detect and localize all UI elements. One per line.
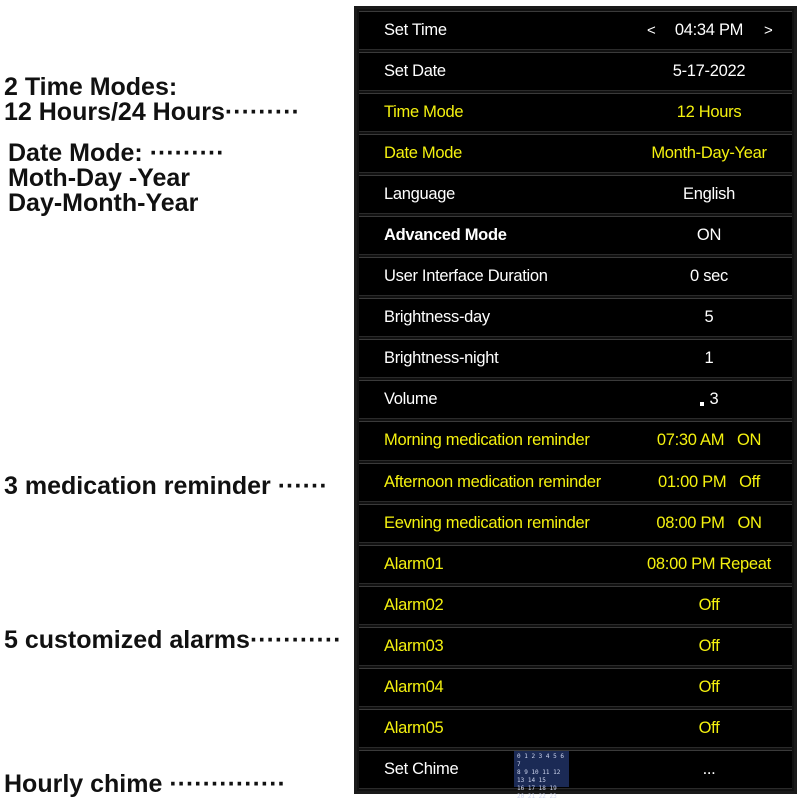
setting-row-alarm02[interactable]	[359, 586, 792, 625]
setting-label: Set Date	[384, 62, 446, 81]
annotation-alarms-text: 5 customized alarms	[4, 626, 250, 654]
setting-row-date-mode[interactable]	[359, 134, 792, 173]
setting-value: English	[682, 185, 736, 204]
leader-dots: ·········	[224, 98, 300, 126]
setting-row-alarm05[interactable]	[359, 709, 792, 748]
setting-label: Alarm05	[384, 718, 444, 737]
chevron-left-icon[interactable]: <	[647, 22, 656, 40]
chime-hours-line: 8 9 10 11 12 13 14 15	[517, 768, 561, 784]
setting-label: Eevning medication reminder	[384, 513, 590, 532]
setting-row-set-time[interactable]	[359, 11, 792, 50]
setting-label: Alarm02	[384, 595, 444, 614]
setting-label: Set Time	[384, 21, 447, 40]
chime-hours-thumbnail	[514, 751, 569, 800]
annotation-time-modes-text: 12 Hours/24 Hours	[4, 98, 225, 126]
setting-row-language[interactable]	[359, 175, 792, 214]
setting-value: 07:30 AM ON	[656, 431, 762, 450]
setting-label: Brightness-night	[384, 349, 499, 368]
setting-value: ...	[702, 759, 716, 778]
setting-value: 5	[704, 308, 714, 327]
annotation-date-mode-option2: Day-Month-Year	[8, 189, 199, 217]
setting-value: 04:34 PM	[674, 21, 744, 40]
setting-row-set-date[interactable]	[359, 52, 792, 91]
setting-label: Brightness-day	[384, 308, 490, 327]
setting-label: Time Mode	[384, 103, 464, 122]
setting-row-alarm04[interactable]	[359, 668, 792, 707]
volume-level-marker	[700, 402, 704, 406]
setting-value: Off	[698, 595, 720, 614]
annotation-date-mode-text: Date Mode:	[8, 139, 143, 167]
setting-value: 0 sec	[690, 267, 728, 286]
setting-row-alarm03[interactable]	[359, 627, 792, 666]
setting-label: Alarm03	[384, 636, 444, 655]
setting-value: 08:00 PM ON	[656, 513, 762, 532]
setting-row-brightness-day[interactable]	[359, 298, 792, 337]
annotation-time-modes	[4, 75, 300, 125]
setting-value: 12 Hours	[676, 103, 742, 122]
chevron-right-icon[interactable]: >	[764, 22, 773, 40]
setting-label: User Interface Duration	[384, 267, 548, 286]
setting-row-ui-duration[interactable]	[359, 257, 792, 296]
leader-dots: ··············	[169, 770, 286, 798]
setting-label: Volume	[384, 390, 438, 409]
setting-label: Set Chime	[384, 759, 459, 778]
setting-value: Off	[698, 636, 720, 655]
setting-row-volume[interactable]	[359, 380, 792, 419]
setting-value: Month-Day-Year	[651, 144, 767, 163]
leader-dots: ···········	[249, 626, 342, 654]
setting-row-morning-medication[interactable]	[359, 421, 792, 460]
setting-value: 01:00 PM Off	[658, 472, 760, 491]
annotation-date-mode-option1: Moth-Day -Year	[8, 164, 190, 192]
setting-row-time-mode[interactable]	[359, 93, 792, 132]
leader-dots: ·········	[149, 139, 225, 167]
settings-menu	[354, 6, 797, 800]
setting-label: Date Mode	[384, 144, 463, 163]
setting-row-afternoon-medication[interactable]	[359, 463, 792, 502]
setting-value: Off	[698, 718, 720, 737]
setting-value: Off	[698, 677, 720, 696]
chime-hours-line: 0 1 2 3 4 5 6 7	[517, 752, 564, 768]
setting-row-evening-medication[interactable]	[359, 504, 792, 543]
setting-value: ON	[696, 226, 722, 245]
setting-value: 1	[704, 349, 714, 368]
annotation-chime-text: Hourly chime	[4, 770, 163, 798]
annotation-time-modes-options	[4, 100, 300, 125]
setting-label: Advanced Mode	[384, 226, 507, 245]
leader-dots: ······	[277, 472, 328, 500]
chime-hours-line: 16 17 18 19 20 21 22 23	[517, 784, 557, 800]
setting-row-set-chime[interactable]	[359, 750, 792, 800]
setting-row-alarm01[interactable]	[359, 545, 792, 584]
annotation-alarms	[4, 628, 342, 653]
setting-label: Language	[384, 185, 456, 204]
setting-label: Alarm04	[384, 677, 444, 696]
annotation-date-mode	[8, 141, 225, 216]
setting-label: Morning medication reminder	[384, 431, 590, 450]
setting-row-brightness-night[interactable]	[359, 339, 792, 378]
annotation-chime	[4, 772, 286, 797]
setting-value: 08:00 PM Repeat	[647, 554, 771, 573]
setting-label: Afternoon medication reminder	[384, 472, 601, 491]
annotation-date-mode-title	[8, 141, 225, 166]
annotation-medication	[4, 474, 328, 499]
annotation-medication-text: 3 medication reminder	[4, 472, 271, 500]
volume-value: 3	[709, 390, 719, 409]
setting-label: Alarm01	[384, 554, 444, 573]
setting-value	[584, 390, 800, 409]
setting-row-advanced-mode[interactable]	[359, 216, 792, 255]
setting-value: 5-17-2022	[672, 62, 746, 81]
annotation-time-modes-title: 2 Time Modes:	[4, 73, 178, 101]
